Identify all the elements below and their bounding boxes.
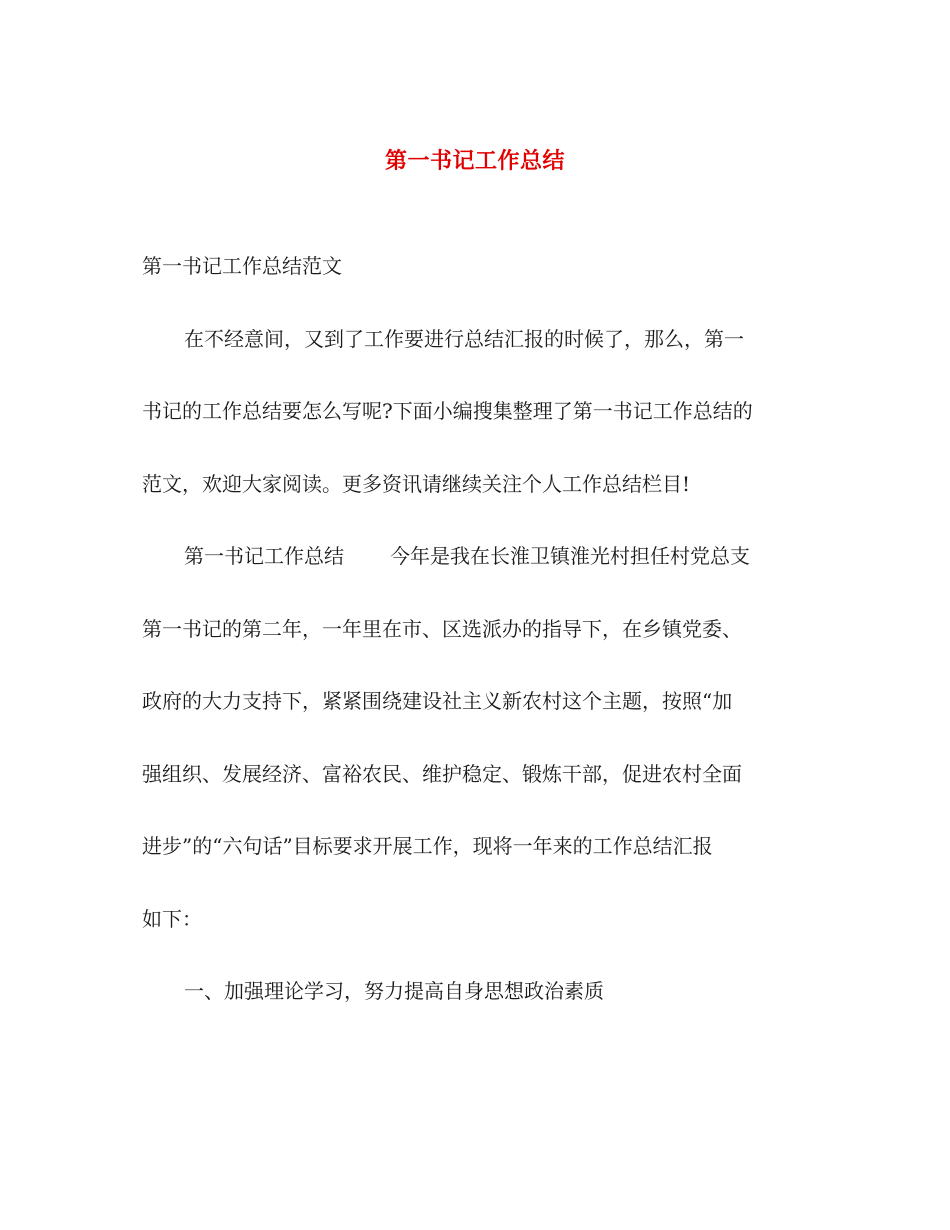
- body-heading: 第一书记工作总结: [184, 544, 344, 568]
- body-line-4: 进步”的“六句话”目标要求开展工作，现将一年来的工作总结汇报: [142, 834, 713, 858]
- intro-line-1: 在不经意间，又到了工作要进行总结汇报的时候了，那么，第一: [184, 326, 744, 351]
- body-first-segment: 今年是我在长淮卫镇淮光村担任村党总支: [390, 544, 750, 568]
- subtitle-line: 第一书记工作总结范文: [142, 254, 342, 278]
- body-line-2: 政府的大力支持下，紧紧围绕建设社主义新农村这个主题，按照“加: [142, 689, 733, 713]
- intro-line-3: 范文，欢迎大家阅读。更多资讯请继续关注个人工作总结栏目!: [142, 471, 691, 496]
- body-line-5: 如下：: [142, 906, 202, 931]
- section-heading: 一、加强理论学习，努力提高自身思想政治素质: [184, 979, 604, 1003]
- body-first-line: [142, 520, 812, 593]
- document-body: [142, 230, 812, 1028]
- intro-line-2: 书记的工作总结要怎么写呢?下面小编搜集整理了第一书记工作总结的: [142, 399, 753, 423]
- body-line-1: 第一书记的第二年，一年里在市、区选派办的指导下，在乡镇党委、: [142, 616, 742, 641]
- body-line-3: 强组织、发展经济、富裕农民、维护稳定、锻炼干部，促进农村全面: [142, 761, 742, 786]
- document-title: 第一书记工作总结: [384, 149, 565, 174]
